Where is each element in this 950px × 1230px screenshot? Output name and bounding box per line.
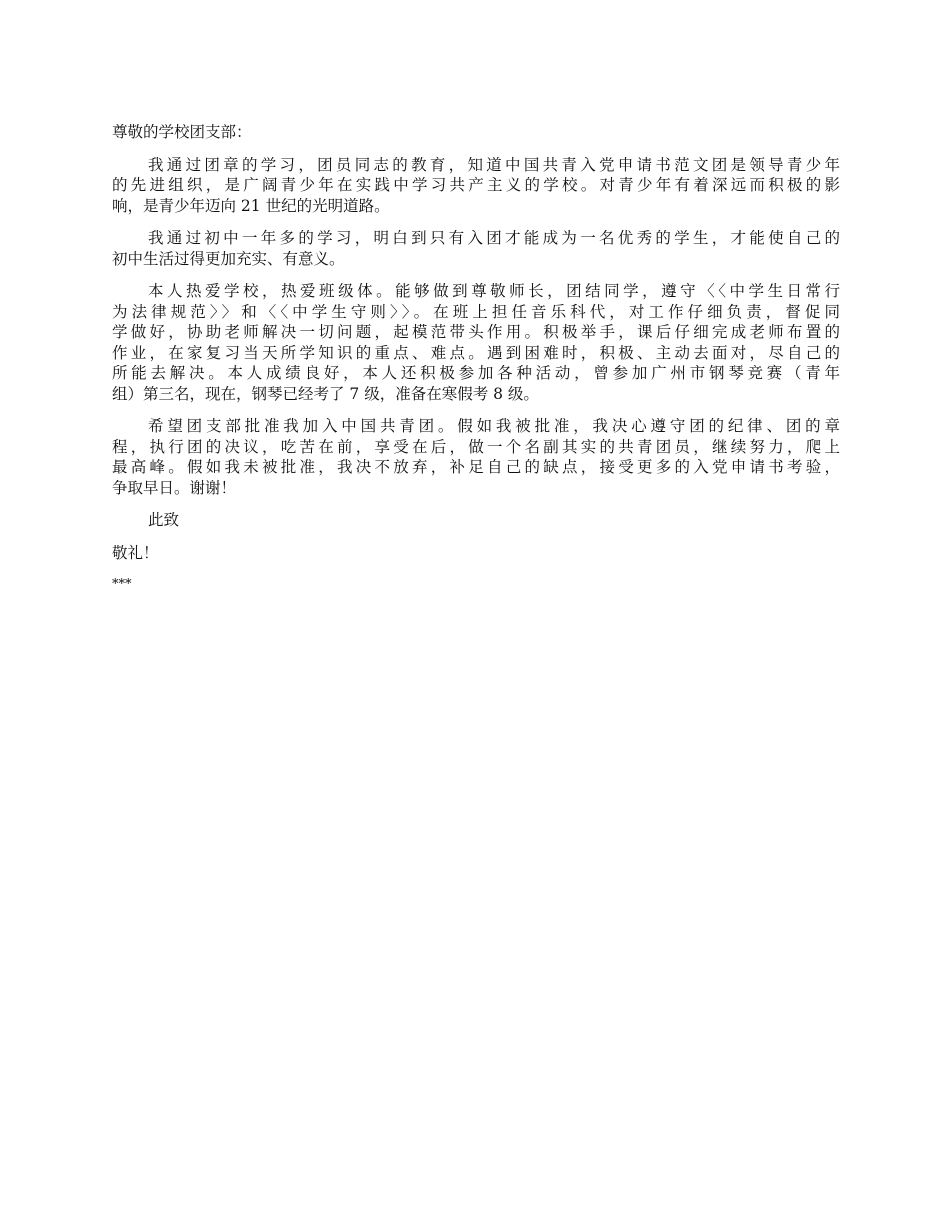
paragraph-4 bbox=[112, 416, 840, 498]
paragraph-line: 初中生活过得更加充实、有意义。 bbox=[112, 249, 345, 268]
paragraph-line: 学做好，协助老师解决一切问题，起模范带头作用。积极举手，课后仔细完成老师布置的 bbox=[112, 323, 840, 341]
paragraph-3 bbox=[112, 281, 840, 404]
paragraph-line: 所能去解决。本人成绩良好，本人还积极参加各种活动，曾参加广州市钢琴竞赛（青年 bbox=[112, 364, 840, 382]
paragraph-line: 争取早日。谢谢！ bbox=[112, 478, 237, 497]
paragraph-line: 为法律规范〉〉和〈〈中学生守则〉〉。在班上担任音乐科代，对工作仔细负责，督促同 bbox=[112, 302, 840, 321]
paragraph-line: 最高峰。假如我未被批准，我决不放弃，补足自己的缺点，接受更多的入党申请书考验， bbox=[112, 458, 840, 476]
regards: 敬礼！ bbox=[112, 543, 159, 562]
paragraph-line: 程，执行团的决议，吃苦在前，享受在后，做一个名副其实的共青团员，继续努力，爬上 bbox=[112, 437, 840, 456]
paragraph-line: 组）第三名，现在，钢琴已经考了 7 级，准备在寒假考 8 级。 bbox=[112, 384, 539, 403]
paragraph-2 bbox=[112, 228, 840, 269]
paragraph-1 bbox=[112, 155, 840, 217]
paragraph-line: 我通过初中一年多的学习，明白到只有入团才能成为一名优秀的学生，才能使自己的 bbox=[148, 229, 840, 247]
letter-document bbox=[112, 122, 840, 608]
paragraph-line: 本人热爱学校，热爱班级体。能够做到尊敬师长，团结同学，遵守〈〈中学生日常行 bbox=[148, 282, 840, 300]
paragraph-line: 的先进组织，是广阔青少年在实践中学习共产主义的学校。对青少年有着深远而积极的影 bbox=[112, 176, 840, 194]
paragraph-line: 我通过团章的学习，团员同志的教育，知道中国共青入党申请书范文团是领导青少年 bbox=[148, 155, 840, 174]
signature: *** bbox=[112, 577, 132, 592]
paragraph-line: 响，是青少年迈向 21 世纪的光明道路。 bbox=[112, 196, 390, 215]
paragraph-line: 作业，在家复习当天所学知识的重点、难点。遇到困难时，积极、主动去面对，尽自己的 bbox=[112, 343, 840, 362]
salutation: 尊敬的学校团支部： bbox=[112, 123, 252, 141]
closing: 此致 bbox=[148, 511, 180, 529]
paragraph-line: 希望团支部批准我加入中国共青团。假如我被批准，我决心遵守团的纪律、团的章 bbox=[148, 417, 840, 435]
